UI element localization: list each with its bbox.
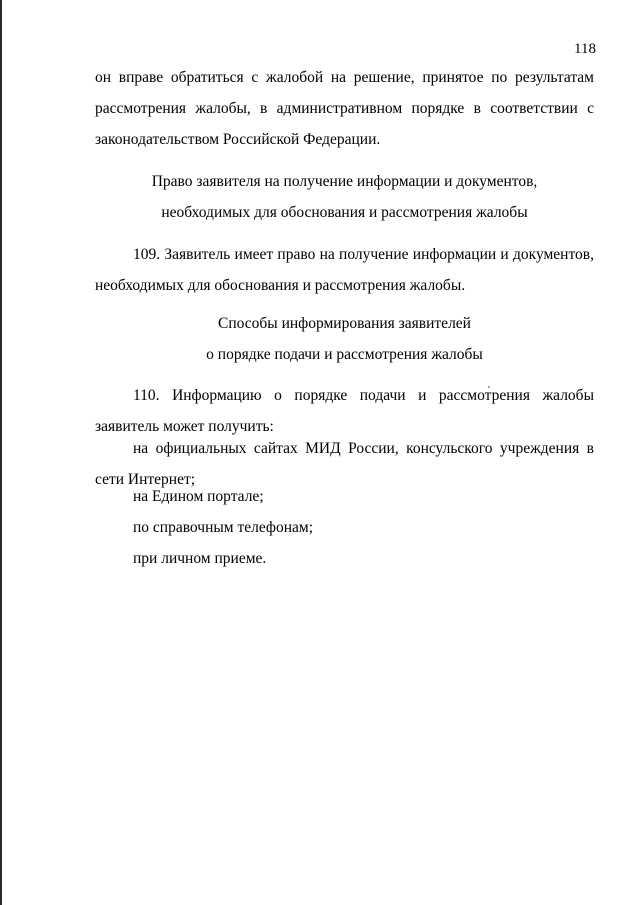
section-heading-information-methods bbox=[95, 308, 594, 370]
page-number: 118 bbox=[574, 41, 596, 57]
paragraph-110: 110. Информацию о порядке подачи и рассмотрения жалобы заявитель может получить: bbox=[95, 387, 594, 435]
heading-line: необходимых для обоснования и рассмотрения жалобы bbox=[161, 204, 528, 221]
intro-paragraph: он вправе обратиться с жалобой на решение, принятое по результатам рассмотрения жалобы, в административном порядке в соответствии с законодательством Российской Федерации. bbox=[95, 69, 594, 148]
list-item: на Едином портале; bbox=[133, 488, 264, 505]
section-heading-complaint-info-rights bbox=[95, 166, 594, 228]
scan-left-edge bbox=[0, 0, 2, 905]
list-item: по справочным телефонам; bbox=[133, 519, 314, 536]
list-item: при личном приеме. bbox=[133, 550, 267, 567]
list-item: на официальных сайтах МИД России, консульского учреждения в сети Интернет; bbox=[95, 440, 594, 488]
heading-line: Право заявителя на получение информации и документов, bbox=[151, 173, 538, 190]
paragraph-109: 109. Заявитель имеет право на получение информации и документов, необходимых для обоснования и рассмотрения жалобы. bbox=[95, 246, 594, 294]
heading-line: о порядке подачи и рассмотрения жалобы bbox=[206, 346, 483, 363]
heading-line: Способы информирования заявителей bbox=[218, 315, 471, 332]
